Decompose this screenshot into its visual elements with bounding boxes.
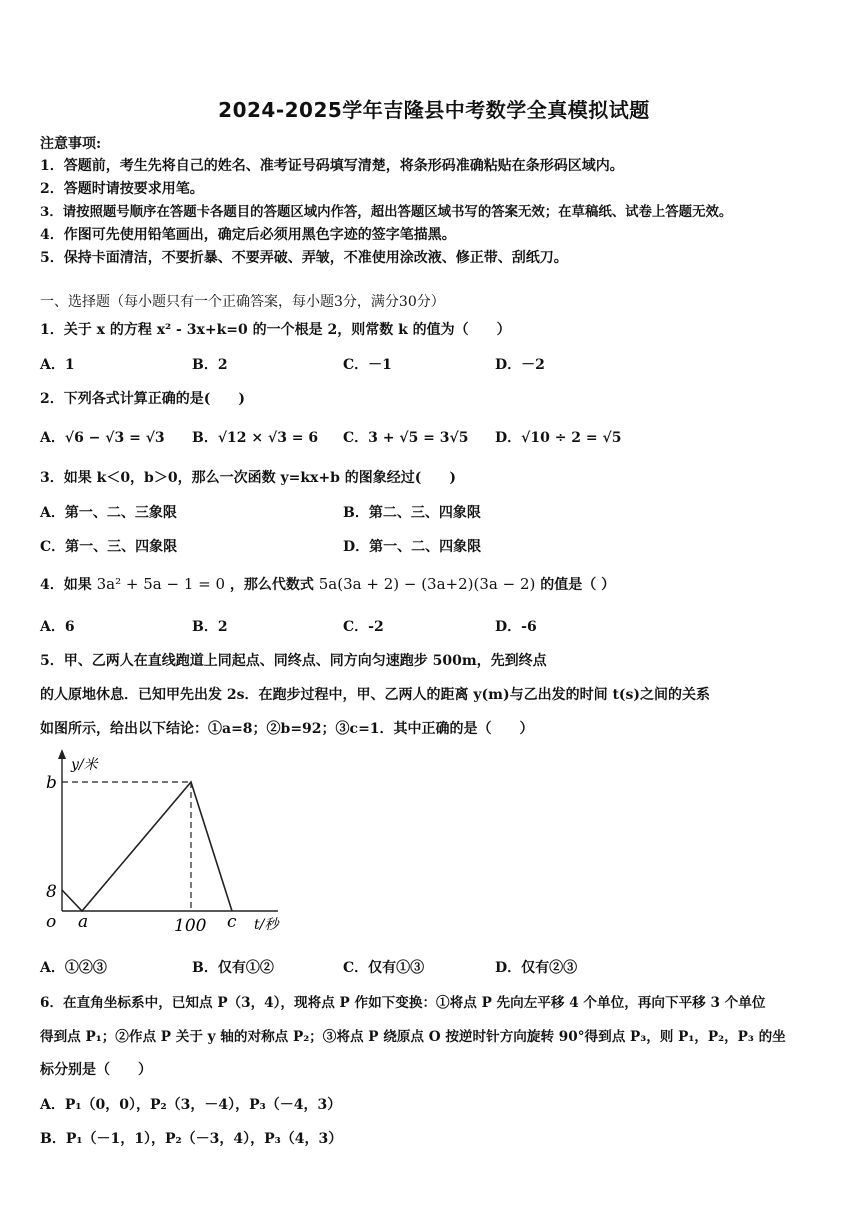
q5-graph	[38, 745, 298, 945]
q1-option-b: B．2	[192, 357, 228, 373]
q4-stem-b: ，那么代数式	[229, 577, 314, 593]
x-axis-label: t/秒	[254, 917, 279, 933]
section-heading: 一、选择题（每小题只有一个正确答案，每小题3分，满分30分）	[40, 294, 445, 310]
q3-option-b: B．第二、三、四象限	[343, 505, 481, 521]
q2-option-a: A．√6 − √3 = √3	[40, 430, 165, 446]
q6-option-b: B．P₁（－1，1），P₂（－3，4），P₃（4，3）	[40, 1131, 343, 1147]
q5-line1: 5．甲、乙两人在直线跑道上同起点、同终点、同方向匀速跑步 500m，先到终点	[40, 653, 547, 669]
label-b: b	[46, 773, 57, 793]
label-8: 8	[46, 882, 57, 902]
q4-expr1: 3a² + 5a − 1 = 0	[96, 575, 226, 593]
origin-label: o	[46, 912, 57, 932]
label-c: c	[227, 912, 237, 932]
notice-item: 5．保持卡面清洁，不要折暴、不要弄破、弄皱，不准使用涂改液、修正带、刮纸刀。	[40, 250, 568, 266]
q4-stem	[40, 574, 615, 594]
y-axis-arrow-icon	[58, 749, 66, 759]
label-a: a	[78, 912, 89, 932]
notice-item: 2．答题时请按要求用笔。	[40, 181, 204, 197]
q6-option-a: A．P₁（0，0），P₂（3，－4），P₃（－4，3）	[40, 1097, 342, 1113]
q4-stem-a: 4．如果	[40, 577, 92, 593]
q1-option-c: C．－1	[343, 357, 392, 373]
q5-option-b: B．仅有①②	[192, 960, 274, 976]
q4-option-a: A．6	[40, 619, 75, 635]
label-100: 100	[174, 916, 207, 936]
q5-option-a: A．①②③	[40, 960, 107, 976]
q5-line3: 如图所示，给出以下结论：①a=8；②b=92；③c=1．其中正确的是（ ）	[40, 721, 534, 737]
y-axis-label: y/米	[71, 757, 98, 773]
q1-option-d: D．－2	[495, 357, 545, 373]
q3-option-a: A．第一、二、三象限	[40, 505, 177, 521]
notice-item: 4．作图可先使用铅笔画出，确定后必须用黑色字迹的签字笔描黑。	[40, 227, 456, 243]
q3-stem: 3．如果 k＜0，b＞0，那么一次函数 y=kx+b 的图象经过( )	[40, 470, 457, 486]
q5-line2: 的人原地休息．已知甲先出发 2s．在跑步过程中，甲、乙两人的距离 y(m)与乙出发的时间 t(s)之间的关系	[40, 687, 711, 703]
notice-item: 3．请按照题号顺序在答题卡各题目的答题区域内作答，超出答题区域书写的答案无效；在草稿纸、试卷上答题无效。	[40, 204, 733, 220]
q5-option-c: C．仅有①③	[343, 960, 425, 976]
q2-stem: 2．下列各式计算正确的是( )	[40, 391, 245, 407]
q2-option-c: C．3 + √5 = 3√5	[343, 430, 469, 446]
q4-stem-c: 的值是（ ）	[540, 577, 616, 593]
q4-option-d: D．-6	[495, 619, 537, 635]
q3-option-c: C．第一、三、四象限	[40, 539, 178, 555]
page-title: 2024-2025学年吉隆县中考数学全真模拟试题	[218, 98, 650, 122]
q6-line2: 得到点 P₁；②作点 P 关于 y 轴的对称点 P₂；③将点 P 绕原点 O 按逆时针方向旋转 90°得到点 P₃，则 P₁，P₂，P₃ 的坐	[40, 1029, 786, 1045]
notice-item: 1．答题前，考生先将自己的姓名、准考证号码填写清楚，将条形码准确粘贴在条形码区域内。	[40, 158, 624, 174]
q4-option-c: C．-2	[343, 619, 384, 635]
q1-stem: 1．关于 x 的方程 x² - 3x+k=0 的一个根是 2，则常数 k 的值为（ ）	[40, 322, 511, 338]
notice-heading: 注意事项:	[40, 136, 102, 152]
q4-option-b: B．2	[192, 619, 228, 635]
q1-option-a: A．1	[40, 357, 75, 373]
q2-option-b: B．√12 × √3 = 6	[192, 430, 319, 446]
distance-line	[62, 782, 232, 911]
q5-option-d: D．仅有②③	[495, 960, 578, 976]
q2-option-d: D．√10 ÷ 2 = √5	[495, 430, 622, 446]
q6-line3: 标分别是（ ）	[40, 1062, 152, 1078]
q6-line1: 6．在直角坐标系中，已知点 P（3，4），现将点 P 作如下变换：①将点 P 先向左平移 4 个单位，再向下平移 3 个单位	[40, 995, 766, 1011]
q3-option-d: D．第一、二、四象限	[343, 539, 482, 555]
q4-expr2: 5a(3a + 2) − (3a+2)(3a − 2)	[318, 575, 536, 593]
